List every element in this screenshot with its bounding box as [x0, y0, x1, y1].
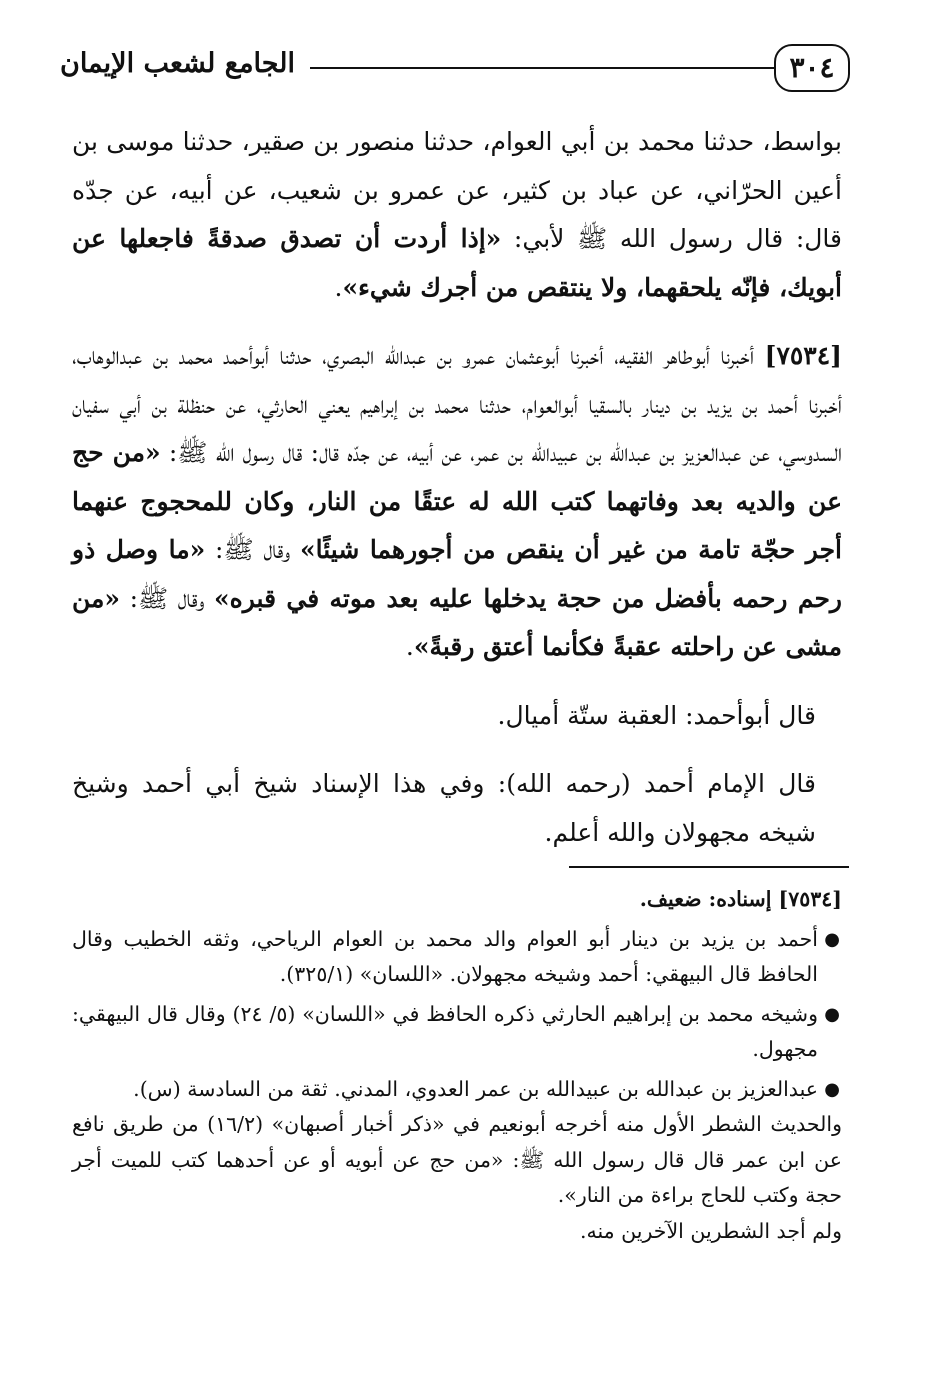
footnote-item: [72, 997, 842, 1068]
bullet-icon: ●: [824, 928, 840, 950]
footnote-heading: [٧٥٣٤] إسناده: ضعيف.: [639, 887, 842, 911]
book-title: الجامع لشعب الإيمان: [60, 48, 295, 79]
footnote-separator: [569, 866, 849, 868]
bullet-icon: ●: [824, 1003, 840, 1025]
page-number: ٣٠٤: [774, 44, 850, 92]
paragraph-comment-imam-ahmad: قال الإمام أحمد (رحمه الله): وفي هذا الإسناد شيخ أبي أحمد وشيخ شيخه مجهولان والله أعلم.: [72, 769, 816, 847]
isnad-text: بواسط، حدثنا محمد بن أبي العوام، حدثنا منصور بن صقير، حدثنا موسى بن أعين الحرّاني، عن عباد بن كثير، عن عمرو بن شعيب، عن أبيه، عن جدّه قال: قال رسول الله ﷺ لأبي:: [72, 127, 842, 253]
hadith-number: [٧٥٣٤]: [764, 341, 842, 370]
footnotes: [72, 882, 842, 1249]
paragraph-continuation: [72, 118, 842, 312]
connector-text: وقال ﷺ:: [120, 583, 215, 613]
isnad-text: أخبرنا أبوطاهر الفقيه، أخبرنا أبوعثمان عمرو بن عبدالله البصري، حدثنا أبوأحمد محمد بن عبدالوهاب، أخبرنا أحمد بن يزيد بن دينار بالسقيا أبوالعوام، حدثنا محمد بن إبراهيم يعني الحارثي، عن حنظلة بن أبي سفيان السدوسي، عن عبدالعزيز بن عبدالله بن عبيدالله بن عمر، عن أبيه، عن جدّه قال: قال رسول الله ﷺ:: [72, 341, 843, 467]
bullet-icon: ●: [824, 1078, 840, 1100]
hadith-text: «من حج عن والديه بعد وفاتهما كتب الله له عتقًا من النار، وكان للمحجوج عنهما أجر حجّة تامة من غير أن ينقص من أجورهما شيئًا»: [72, 438, 842, 564]
header-rule: [310, 67, 774, 69]
footnote-extra-text: والحديث الشطر الأول منه أخرجه أبونعيم في «ذكر أخبار أصبهان» (١٦/٢) من طريق نافع عن ابن عمر قال قال رسول الله ﷺ: «من حج عن أبويه أو عن أحدهما كتب للميت أجر حجة وكتب للحاج براءة من النار».: [72, 1112, 842, 1207]
paragraph-comment-abu-ahmad: قال أبوأحمد: العقبة ستّة أميال.: [497, 700, 816, 730]
hadith-text: «من مشى عن راحلته عقبةً فكأنما أعتق رقبةً»: [72, 583, 842, 661]
footnote-item-text: وشيخه محمد بن إبراهيم الحارثي ذكره الحافظ في «اللسان» (٥/ ٢٤) وقال قال البيهقي: مجهول.: [72, 1001, 818, 1061]
footnote-item-text: أحمد بن يزيد بن دينار أبو العوام والد محمد بن العوام الرياحي، وثقه الخطيب وقال الحافظ قال البيهقي: أحمد وشيخه مجهولان. «اللسان» (٣٢٥/١).: [72, 926, 818, 986]
paragraph-hadith-7534: [72, 332, 842, 672]
punctuation: .: [405, 632, 414, 661]
hadith-text: «إذا أردت أن تصدق صدقةً فاجعلها عن أبويك، فإنّه يلحقهما، ولا ينتقص من أجرك شيء»: [72, 224, 842, 302]
footnote-item-text: عبدالعزيز بن عبدالله بن عبيدالله بن عمر العدوي، المدني. ثقة من السادسة (س).: [133, 1076, 818, 1101]
punctuation: .: [334, 272, 343, 302]
running-header: [60, 38, 850, 98]
connector-text: وقال ﷺ:: [205, 535, 300, 564]
footnote-closing-text: ولم أجد الشطرين الآخرين منه.: [579, 1218, 842, 1243]
main-text: [72, 118, 842, 857]
footnote-item: [72, 1072, 842, 1108]
footnote-item: [72, 922, 842, 993]
hadith-text: «ما وصل ذو رحم رحمه بأفضل من حجة يدخلها عليه بعد موته في قبره»: [72, 535, 842, 613]
